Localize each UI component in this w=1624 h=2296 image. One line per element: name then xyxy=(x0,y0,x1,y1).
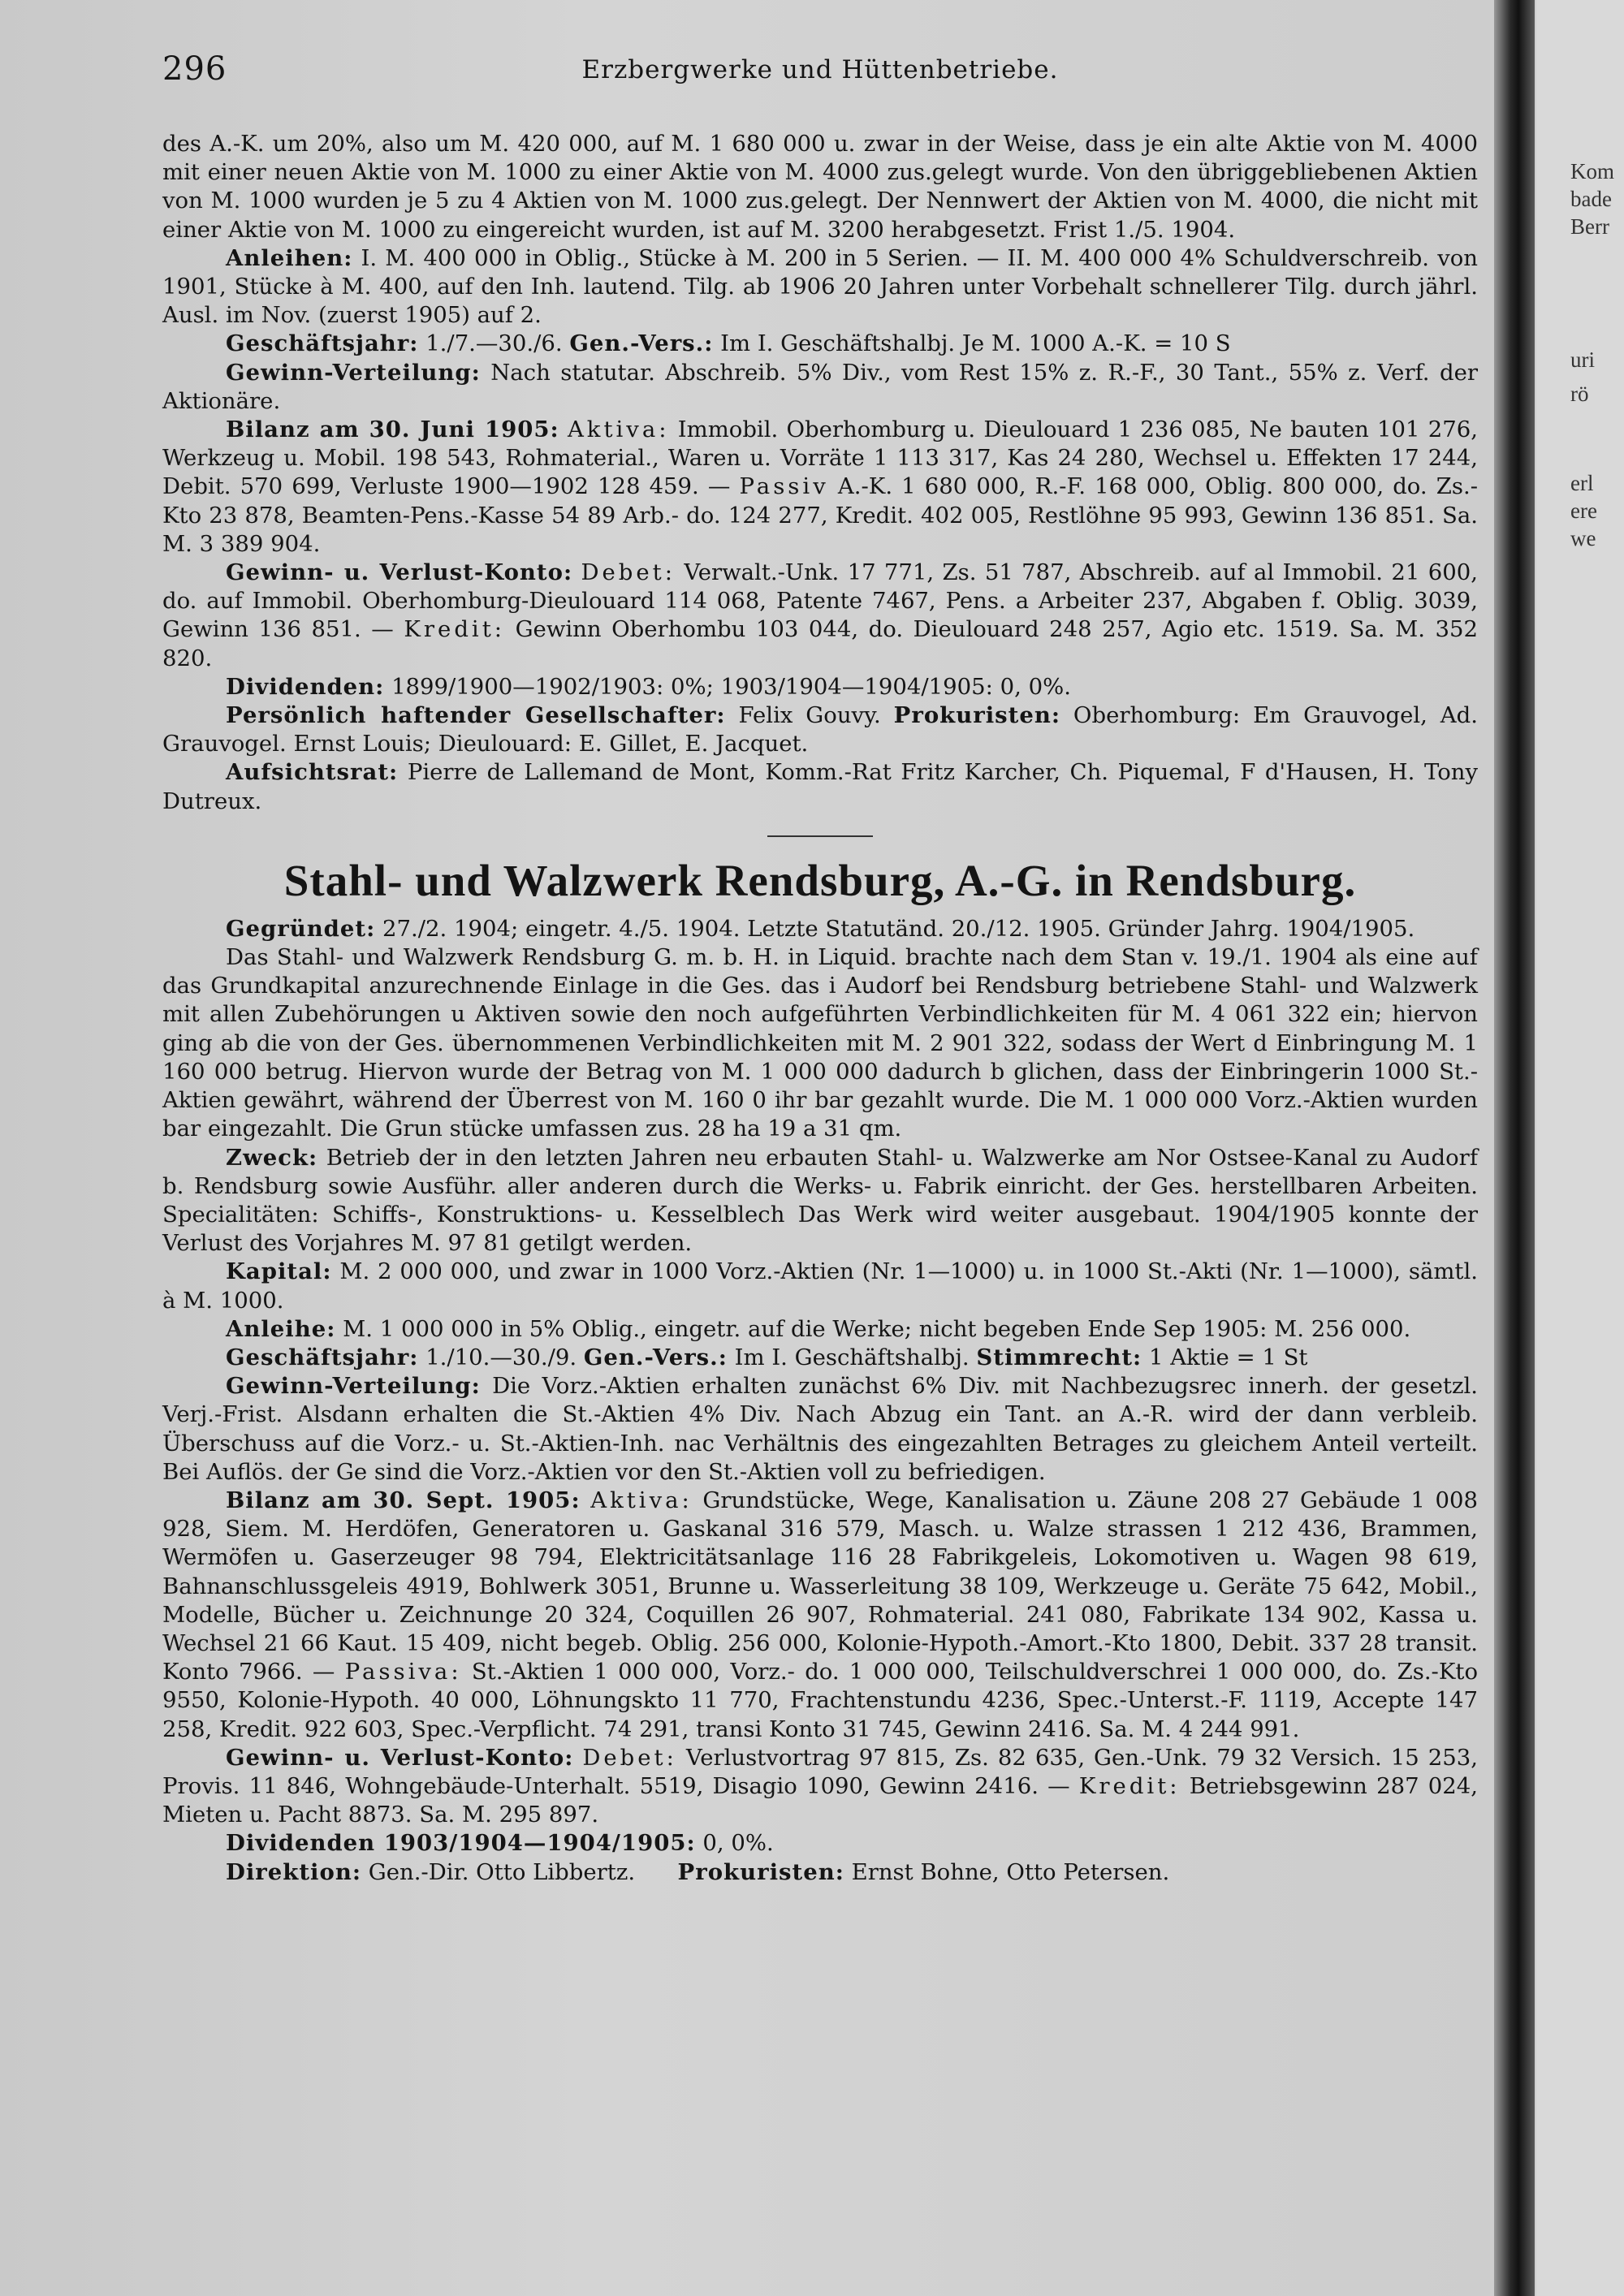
gewinn-verteilung-paragraph xyxy=(162,1372,1478,1487)
gewinn-verteilung-text: Nach statutar. Abschreib. 5% Div., vom Rest 15% z. R.-F., 30 Tant., 55% z. Verf. der Aktionäre. xyxy=(162,359,1478,414)
adjacent-fragment: ere xyxy=(1570,498,1597,523)
geschaeftsjahr-label: Geschäftsjahr: xyxy=(226,1344,419,1370)
guv-label: Gewinn- u. Verlust-Konto: xyxy=(226,559,573,586)
previous-entry-continuation xyxy=(162,130,1478,1887)
geschaeftsjahr-text: 1./10.—30./9. xyxy=(425,1344,577,1370)
gen-vers-label: Gen.-Vers.: xyxy=(583,1344,728,1370)
geschaeftsjahr-paragraph xyxy=(162,330,1478,358)
bilanz-passiva-text: A.-K. 1 680 000, R.-F. 168 000, Oblig. 800 000, do. Zs.-Kto 23 878, Beamten-Pens.-Kasse 54 89 Arb.- do. 124 277, Kredit. 402 005, Restlöhne 95 993, Gewinn 136 851. Sa. M. 3 389 904. xyxy=(162,473,1478,557)
adjacent-fragment: Berr xyxy=(1570,214,1609,239)
bilanz-paragraph xyxy=(162,1487,1478,1744)
bilanz-aktiva-text: Grundstücke, Wege, Kanalisation u. Zäune 208 27 Gebäude 1 008 928, Siem. M. Herdöfen, Generatoren u. Gaskanal 316 579, Masch. u. Walze strassen 1 212 436, Brammen, Wermöfen u. Gaserzeuger 98 794, Elektricitätsanlage 116 28 Fabrikgeleis, Lokomotiven u. Wagen 98 619, Bahnanschlussgeleis 4919, Bohlwerk 3051, Brunne u. Wasserleitung 38 109, Werkzeuge u. Geräte 75 642, Mobil., Modelle, Bücher u. Zeichnunge 20 324, Coquillen 26 907, Rohmaterial. 241 080, Fabrikate 134 902, Kassa u. Wechsel 21 66 Kaut. 15 409, nicht begeb. Oblig. 256 000, Kolonie-Hypoth.-Amort.-Kto 1800, Debit. 337 28 transit. Konto 7966. — xyxy=(162,1487,1479,1685)
bilanz-paragraph xyxy=(162,416,1478,559)
gen-vers-text: Im I. Geschäftshalbj. xyxy=(734,1344,970,1370)
dividenden-label: Dividenden: xyxy=(226,673,385,700)
aufsichtsrat-text: Pierre de Lallemand de Mont, Komm.-Rat Fritz Karcher, Ch. Piquemal, F d'Hausen, H. Tony Dutreux. xyxy=(162,759,1478,814)
direktion-paragraph xyxy=(162,1858,1478,1887)
gegruendet-text: 27./2. 1904; eingetr. 4./5. 1904. Letzte Statutänd. 20./12. 1905. Gründer Jahrg. 1904/1905. xyxy=(382,915,1415,942)
guv-debet-text: Verwalt.-Unk. 17 771, Zs. 51 787, Abschreib. auf al Immobil. 21 600, do. auf Immobil. Oberhomburg-Dieulouard 114 068, Patente 7467, Pens. a Arbeiter 237, Abgaben f. Oblig. 3039, Gewinn 136 851. — xyxy=(162,559,1478,643)
kapital-text: M. 2 000 000, und zwar in 1000 Vorz.-Aktien (Nr. 1—1000) u. in 1000 St.-Akti (Nr. 1—1000), sämtl. à M. 1000. xyxy=(162,1258,1478,1314)
capital-reduction-paragraph: des A.-K. um 20%, also um M. 420 000, auf M. 1 680 000 u. zwar in der Weise, dass je ein alte Aktie von M. 4000 mit einer neuen Aktie von M. 1000 zu einer Aktie von M. 4000 zus.gelegt wurde. Von den übriggebliebenen Aktien von M. 1000 wurden je 5 zu 4 Aktien von M. 1000 zus.gelegt. Der Nennwert der Aktien von M. 4000, die nicht mit einer Aktie von M. 1000 zu eingereicht wurden, ist auf M. 3200 herabgesetzt. Frist 1./5. 1904. xyxy=(162,131,1478,243)
dividenden-paragraph xyxy=(162,1829,1478,1858)
geschaeftsjahr-text: 1./7.—30./6. xyxy=(425,330,563,357)
guv-kredit-text: Betriebsgewinn 287 024, Mieten u. Pacht 8873. Sa. M. 295 897. xyxy=(162,1772,1478,1828)
guv-kredit-text: Gewinn Oberhombu 103 044, do. Dieulouard 248 257, Agio etc. 1519. Sa. M. 352 820. xyxy=(162,616,1478,671)
section-divider xyxy=(767,835,873,837)
history-paragraph: Das Stahl- und Walzwerk Rendsburg G. m. b. H. in Liquid. brachte nach dem Stan v. 19./1. 1904 als eine auf das Grundkapital anzurechnende Einlage in die Ges. das i Audorf bei Rendsburg betriebene Stahl- und Walzwerk mit allen Zubehörungen u Aktiven sowie den noch aufgeführten Verbindlichkeiten für M. 4 061 322 ein; hiervon ging ab die von der Ges. übernommenen Verbindlichkeiten mit M. 2 901 322, sodass der Wert d Einbringung M. 1 160 000 betrug. Hiervon wurde der Betrag von M. 1 000 000 dadurch b glichen, dass der Einbringerin 1000 St.-Aktien gewährt, während der Überrest von M. 160 0 ihr bar gezahlt wurde. Die M. 1 000 000 Vorz.-Aktien wurden bar eingezahlt. Die Grun stücke umfassen zus. 28 ha 19 a 31 qm. xyxy=(162,944,1478,1142)
adjacent-fragment: erl xyxy=(1570,471,1594,495)
book-gutter xyxy=(1494,0,1535,2296)
dividenden-label: Dividenden 1903/1904—1904/1905: xyxy=(226,1830,696,1857)
page-number: 296 xyxy=(162,50,227,88)
zweck-label: Zweck: xyxy=(226,1144,318,1171)
anleihe-label: Anleihe: xyxy=(226,1315,336,1342)
anleihen-label: Anleihen: xyxy=(226,244,353,271)
guv-label: Gewinn- u. Verlust-Konto: xyxy=(226,1744,574,1771)
dividenden-text: 1899/1900—1902/1903: 0%; 1903/1904—1904/1905: 0, 0%. xyxy=(391,673,1071,700)
gewinn-verteilung-label: Gewinn-Verteilung: xyxy=(226,1373,481,1400)
gesellschafter-text: Felix Gouvy. xyxy=(738,702,881,729)
direktion-text: Gen.-Dir. Otto Libbertz. xyxy=(368,1858,636,1885)
geschaeftsjahr-stimmrecht-paragraph xyxy=(162,1344,1478,1372)
guv-paragraph xyxy=(162,559,1478,673)
adjacent-page-edge xyxy=(1536,0,1624,2296)
passiva-label: Passiv xyxy=(739,473,829,500)
dividenden-text: 0, 0%. xyxy=(702,1830,774,1857)
gen-vers-label: Gen.-Vers.: xyxy=(569,330,714,357)
bilanz-label: Bilanz am 30. Sept. 1905: xyxy=(226,1487,581,1513)
bilanz-aktiva-text: Immobil. Oberhomburg u. Dieulouard 1 236 085, Ne bauten 101 276, Werkzeug u. Mobil. 198 543, Rohmaterial., Waren u. Vorräte 1 113 317, Kas 24 280, Wechsel u. Effekten 17 244, Debit. 570 699, Verluste 1900—1902 128 459. — xyxy=(162,416,1478,500)
aktiva-label: Aktiva: xyxy=(590,1487,693,1513)
gegruendet-paragraph xyxy=(162,915,1478,943)
gesellschafter-label: Persönlich haftender Gesellschafter: xyxy=(226,702,726,729)
aufsichtsrat-label: Aufsichtsrat: xyxy=(226,759,399,786)
adjacent-fragment: rö xyxy=(1570,382,1589,406)
anleihen-text: I. M. 400 000 in Oblig., Stücke à M. 200 in 5 Serien. — II. M. 400 000 4% Schuldverschreib. von 1901, Stücke à M. 400, auf den Inh. lautend. Tilg. ab 1906 20 Jahren unter Vorbehalt schnellerer Tilg. durch jährl. Ausl. im Nov. (zuerst 1905) auf 2. xyxy=(162,244,1478,329)
article-title: Stahl- und Walzwerk Rendsburg, A.-G. in Rendsburg. xyxy=(283,855,1357,905)
prokuristen-label: Prokuristen: xyxy=(677,1858,844,1885)
guv-debet-text: Verlustvortrag 97 815, Zs. 82 635, Gen.-Unk. 79 32 Versich. 15 253, Provis. 11 846, Wohngebäude-Unterhalt. 5519, Disagio 1090, Gewinn 2416. — xyxy=(162,1744,1478,1799)
prokuristen-label: Prokuristen: xyxy=(893,702,1060,729)
debet-label: Debet: xyxy=(581,559,676,586)
gewinn-verteilung-text: Die Vorz.-Aktien erhalten zunächst 6% Div. mit Nachbezugsrec innerh. der gesetzl. Verj.-Frist. Alsdann erhalten die St.-Aktien 4% Div. Nach Abzug ein Tant. an A.-R. wird der dann verbleib. Überschuss auf die Vorz.- u. St.-Aktien-Inh. nac Verhältnis des eingezahlten Betrages zu gleichem Anteil verteilt. Bei Auflös. der Ge sind die Vorz.-Aktien vor den St.-Aktien voll zu befriedigen. xyxy=(162,1373,1478,1485)
kapital-paragraph xyxy=(162,1258,1478,1314)
gen-vers-text: Im I. Geschäftshalbj. Je M. 1000 A.-K. = 10 S xyxy=(720,330,1231,357)
zweck-paragraph xyxy=(162,1144,1478,1258)
bilanz-passiva-text: St.-Aktien 1 000 000, Vorz.- do. 1 000 000, Teilschuldverschrei 1 000 000, do. Zs.-Kto 9550, Kolonie-Hypoth. 40 000, Löhnungskto 11 770, Frachtenstundu 4236, Spec.-Unterst.-F. 1119, Accepte 147 258, Kredit. 922 603, Spec.-Verpflicht. 74 291, transi Konto 31 745, Gewinn 2416. Sa. M. 4 244 991. xyxy=(162,1659,1479,1742)
kredit-label: Kredit: xyxy=(404,616,506,643)
anleihe-text: M. 1 000 000 in 5% Oblig., eingetr. auf die Werke; nicht begeben Ende Sep 1905: M. 256 000. xyxy=(343,1315,1411,1342)
kredit-label: Kredit: xyxy=(1078,1772,1181,1799)
passiva-label: Passiva: xyxy=(344,1659,462,1685)
adjacent-fragment: we xyxy=(1570,526,1596,550)
adjacent-fragment: Kom xyxy=(1570,159,1614,183)
prokuristen-text: Oberhomburg: Em Grauvogel, Ad. Grauvogel. Ernst Louis; Dieulouard: E. Gillet, E. Jacquet. xyxy=(162,702,1479,757)
gewinn-verteilung-paragraph xyxy=(162,359,1478,416)
gewinn-verteilung-label: Gewinn-Verteilung: xyxy=(226,359,481,386)
prokuristen-text: Ernst Bohne, Otto Petersen. xyxy=(851,1858,1170,1885)
dividenden-paragraph xyxy=(162,673,1478,701)
anleihen-paragraph xyxy=(162,244,1478,330)
gegruendet-label: Gegründet: xyxy=(226,915,376,942)
direktion-label: Direktion: xyxy=(226,1858,361,1885)
zweck-text: Betrieb der in den letzten Jahren neu erbauten Stahl- u. Walzwerke am Nor Ostsee-Kanal zu Audorf b. Rendsburg sowie Ausführ. aller anderen durch die Werks- u. Fabrik einricht. der Ges. herstellbaren Arbeiten. Specialitäten: Schiffs-, Konstruktions- u. Kesselblech Das Werk wird weiter ausgebaut. 1904/1905 konnte der Verlust des Vorjahres M. 97 81 getilgt werden. xyxy=(162,1144,1478,1257)
debet-label: Debet: xyxy=(582,1744,677,1771)
aufsichtsrat-paragraph xyxy=(162,758,1478,815)
running-title: Erzbergwerke und Hüttenbetriebe. xyxy=(581,55,1059,84)
bilanz-label: Bilanz am 30. Juni 1905: xyxy=(226,416,559,443)
kapital-label: Kapital: xyxy=(226,1258,332,1285)
stimmrecht-label: Stimmrecht: xyxy=(976,1344,1142,1370)
page-header xyxy=(162,50,1478,91)
geschaeftsjahr-label: Geschäftsjahr: xyxy=(226,330,419,357)
anleihe-paragraph xyxy=(162,1315,1478,1344)
guv-paragraph xyxy=(162,1744,1478,1830)
adjacent-fragment: bade xyxy=(1570,187,1612,211)
aktiva-label: Aktiva: xyxy=(567,416,670,443)
adjacent-fragment: uri xyxy=(1570,347,1595,372)
stimmrecht-text: 1 Aktie = 1 St xyxy=(1148,1344,1308,1370)
gesellschafter-paragraph xyxy=(162,701,1478,758)
